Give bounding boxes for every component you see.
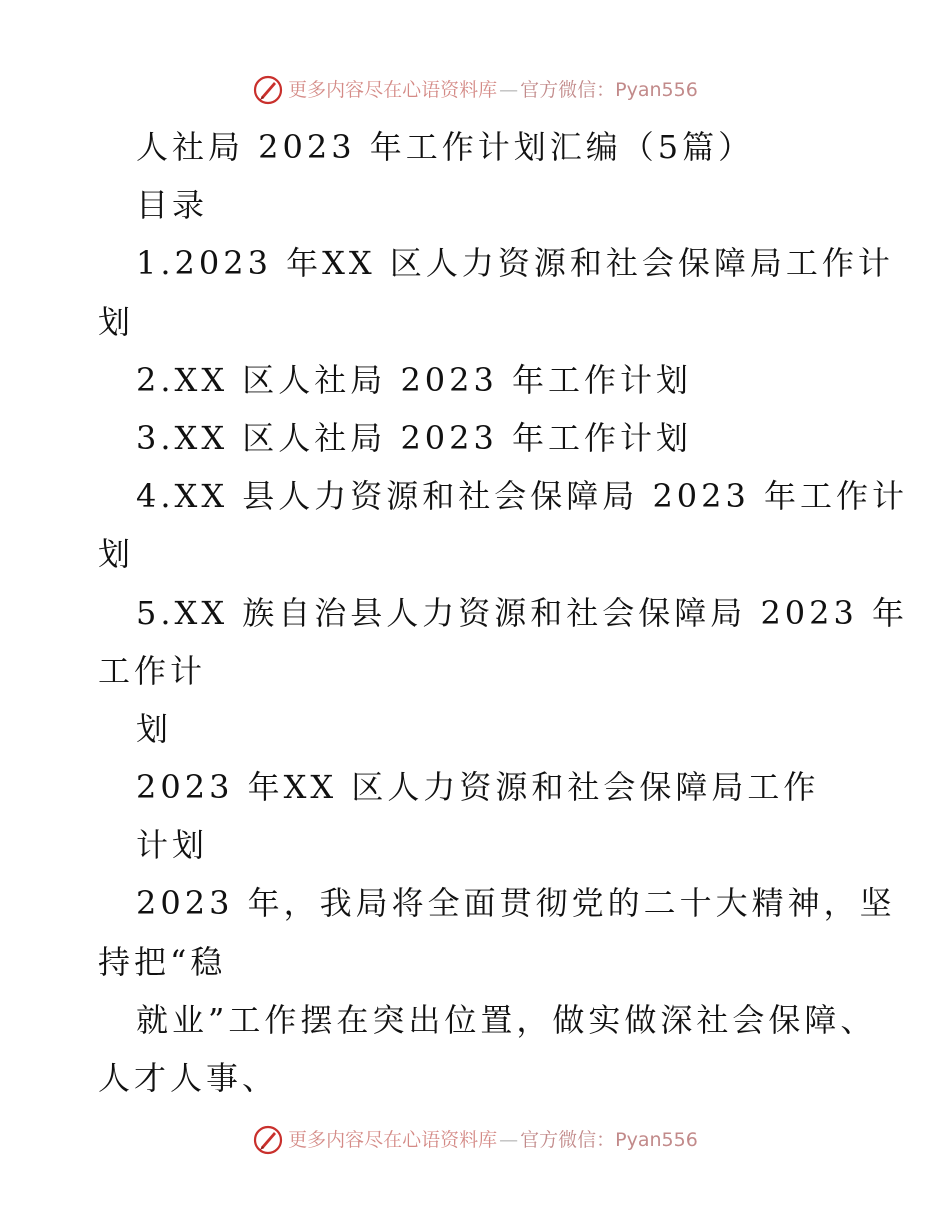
document-title: 人社局 2023 年工作计划汇编（5篇） [136,128,755,166]
watermark-text: 更多内容尽在心语资料库 [288,79,498,101]
watermark-text: 更多内容尽在心语资料库 [288,1129,498,1151]
watermark-contact: 官方微信：Pyan556 [520,79,698,101]
toc-item-5: 5.XX 族自治县人力资源和社会保障局 2023 年 [136,593,909,632]
footer-watermark [0,1124,950,1156]
toc-item-4-continued: 划 [98,535,135,574]
toc-item-5-continued-2: 划 [136,709,173,748]
body-paragraph-line: 2023 年，我局将全面贯彻党的二十大精神，坚 [136,884,896,923]
toc-item-3: 3.XX 区人社局 2023 年工作计划 [136,418,693,457]
body-paragraph-line: 人才人事、 [98,1059,279,1097]
body-paragraph-line: 持把“稳 [98,942,227,981]
toc-item-2: 2.XX 区人社局 2023 年工作计划 [136,360,693,399]
watermark-separator: — [499,79,519,101]
toc-item-1-continued: 划 [98,302,135,341]
quill-logo-icon [252,74,284,106]
header-watermark [0,74,950,106]
document-body [0,118,950,1107]
watermark-contact: 官方微信：Pyan556 [520,1129,698,1151]
toc-item-4: 4.XX 县人力资源和社会保障局 2023 年工作计 [136,477,909,516]
quill-logo-icon [252,1124,284,1156]
section-heading: 2023 年XX 区人力资源和社会保障局工作 [136,768,820,807]
watermark-separator: — [499,1129,519,1151]
toc-heading: 目录 [136,186,209,225]
toc-item-5-continued: 工作计 [98,651,207,690]
body-paragraph-line: 就业”工作摆在突出位置，做实做深社会保障、 [136,1000,877,1039]
section-heading-continued: 计划 [136,826,209,865]
toc-item-1: 1.2023 年XX 区人力资源和社会保障局工作计 [136,244,894,283]
